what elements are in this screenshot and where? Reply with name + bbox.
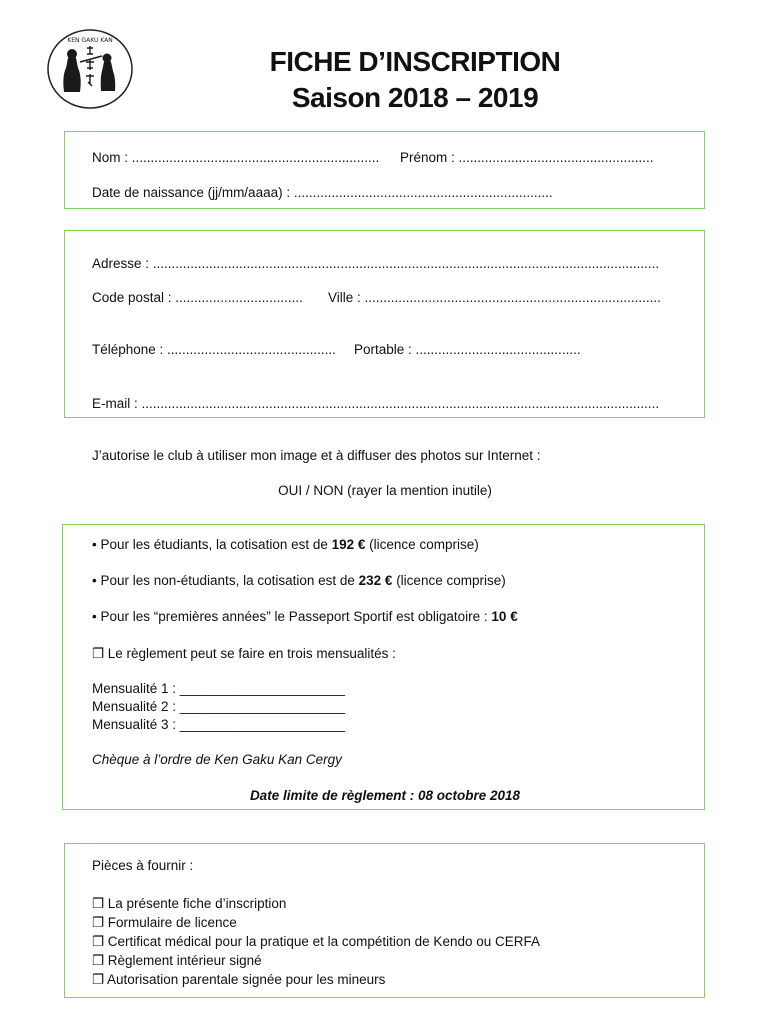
checkbox-icon[interactable]: ❐ xyxy=(92,972,105,987)
form-title: FICHE D’INSCRIPTION xyxy=(269,46,561,77)
students-fee: • Pour les étudiants, la cotisation est de 192 € (licence comprise) xyxy=(92,537,479,552)
document-item: ❐ Certificat médical pour la pratique et la compétition de Kendo ou CERFA xyxy=(92,934,540,949)
monthly-1[interactable]: Mensualité 1 : ______________________ xyxy=(92,681,345,696)
students-amount: 192 € xyxy=(331,537,366,552)
document-item: ❐ La présente fiche d’inscription xyxy=(92,896,287,911)
first-year-fee: • Pour les “premières années” le Passeport Sportif est obligatoire : 10 € xyxy=(92,609,518,624)
cheque-note: Chèque à l’ordre de Ken Gaku Kan Cergy xyxy=(92,752,342,767)
image-rights-answer[interactable]: OUI / NON (rayer la mention inutile) xyxy=(278,483,492,498)
email-field[interactable]: E-mail : .......................................................................................................................................... xyxy=(92,396,660,411)
deadline-note: Date limite de règlement : 08 octobre 2018 xyxy=(249,788,521,803)
non-students-amount: 232 € xyxy=(358,573,393,588)
logo-text: KEN GAKU KAN xyxy=(67,37,113,44)
checkbox-icon[interactable]: ❐ xyxy=(92,896,105,911)
first-year-amount: 10 € xyxy=(491,609,518,624)
nom-field[interactable]: Nom : .................................................................. xyxy=(92,150,380,165)
club-logo xyxy=(46,28,134,110)
birthdate-field[interactable]: Date de naissance (jj/mm/aaaa) : ..................................................................... xyxy=(92,185,553,200)
portable-field[interactable]: Portable : ............................................ xyxy=(354,342,581,357)
document-item: ❐ Règlement intérieur signé xyxy=(92,953,262,968)
checkbox-icon[interactable]: ❐ xyxy=(92,934,105,949)
monthly-2[interactable]: Mensualité 2 : ______________________ xyxy=(92,699,345,714)
checkbox-icon[interactable]: ❐ xyxy=(92,915,105,930)
image-rights-question: J’autorise le club à utiliser mon image et à diffuser des photos sur Internet : xyxy=(92,448,541,463)
checkbox-icon[interactable]: ❐ xyxy=(92,646,105,661)
document-item: ❐ Autorisation parentale signée pour les mineurs xyxy=(92,972,386,987)
telephone-field[interactable]: Téléphone : ............................................. xyxy=(92,342,336,357)
monthly-note: ❐ Le règlement peut se faire en trois mensualités : xyxy=(92,646,396,661)
documents-title: Pièces à fournir : xyxy=(92,858,194,873)
checkbox-icon[interactable]: ❐ xyxy=(92,953,105,968)
code-postal-field[interactable]: Code postal : .................................. xyxy=(92,290,303,305)
document-item: ❐ Formulaire de licence xyxy=(92,915,237,930)
non-students-fee: • Pour les non-étudiants, la cotisation est de 232 € (licence comprise) xyxy=(92,573,506,588)
ville-field[interactable]: Ville : ............................................................................... xyxy=(328,290,661,305)
season-title: Saison 2018 – 2019 xyxy=(291,82,539,113)
monthly-3[interactable]: Mensualité 3 : ______________________ xyxy=(92,717,345,732)
adresse-field[interactable]: Adresse : ....................................................................................................................................... xyxy=(92,256,660,271)
prenom-field[interactable]: Prénom : .................................................... xyxy=(400,150,654,165)
